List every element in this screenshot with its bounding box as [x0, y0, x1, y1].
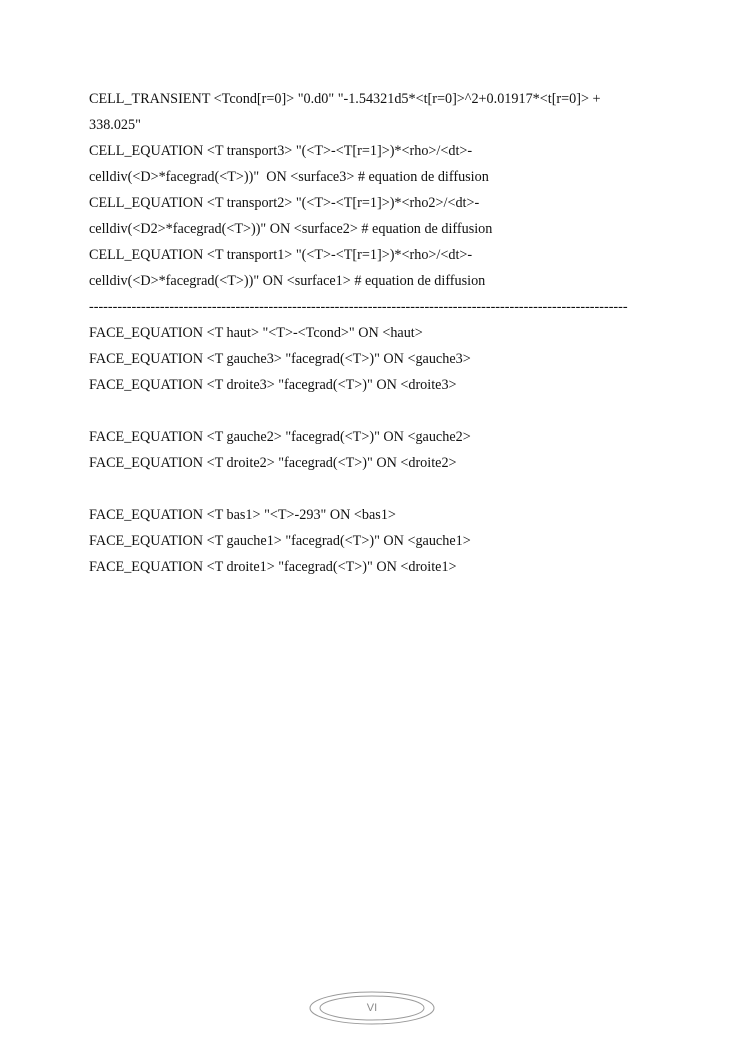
code-line: celldiv(<D2>*facegrad(<T>))" ON <surface2> # equation de diffusion [89, 221, 493, 237]
code-listing [89, 86, 659, 580]
blank-line [89, 398, 659, 424]
page-number-badge [309, 991, 435, 1025]
code-line: 338.025" [89, 117, 141, 133]
code-line: celldiv(<D>*facegrad(<T>))" ON <surface1> # equation de diffusion [89, 273, 486, 289]
code-line: celldiv(<D>*facegrad(<T>))" ON <surface3> # equation de diffusion [89, 169, 489, 185]
code-line: CELL_TRANSIENT <Tcond[r=0]> "0.d0" "-1.54321d5*<t[r=0]>^2+0.01917*<t[r=0]> + [89, 91, 601, 107]
code-line: FACE_EQUATION <T droite3> "facegrad(<T>)" ON <droite3> [89, 377, 457, 393]
code-line: FACE_EQUATION <T droite1> "facegrad(<T>)" ON <droite1> [89, 559, 457, 575]
code-line: FACE_EQUATION <T bas1> "<T>-293" ON <bas1> [89, 507, 396, 523]
code-line: FACE_EQUATION <T haut> "<T>-<Tcond>" ON <haut> [89, 325, 423, 341]
code-line: CELL_EQUATION <T transport1> "(<T>-<T[r=1]>)*<rho>/<dt>- [89, 247, 473, 263]
separator-line: ------------------------------------------------------------------------------------------------------------------ [89, 299, 628, 315]
code-line: FACE_EQUATION <T droite2> "facegrad(<T>)" ON <droite2> [89, 455, 457, 471]
code-line: FACE_EQUATION <T gauche2> "facegrad(<T>)" ON <gauche2> [89, 429, 471, 445]
blank-line [89, 476, 659, 502]
code-line: FACE_EQUATION <T gauche3> "facegrad(<T>)" ON <gauche3> [89, 351, 471, 367]
code-line: FACE_EQUATION <T gauche1> "facegrad(<T>)" ON <gauche1> [89, 533, 471, 549]
page-number: VI [366, 1002, 378, 1014]
code-line: CELL_EQUATION <T transport3> "(<T>-<T[r=1]>)*<rho>/<dt>- [89, 143, 473, 159]
code-line: CELL_EQUATION <T transport2> "(<T>-<T[r=1]>)*<rho2>/<dt>- [89, 195, 480, 211]
